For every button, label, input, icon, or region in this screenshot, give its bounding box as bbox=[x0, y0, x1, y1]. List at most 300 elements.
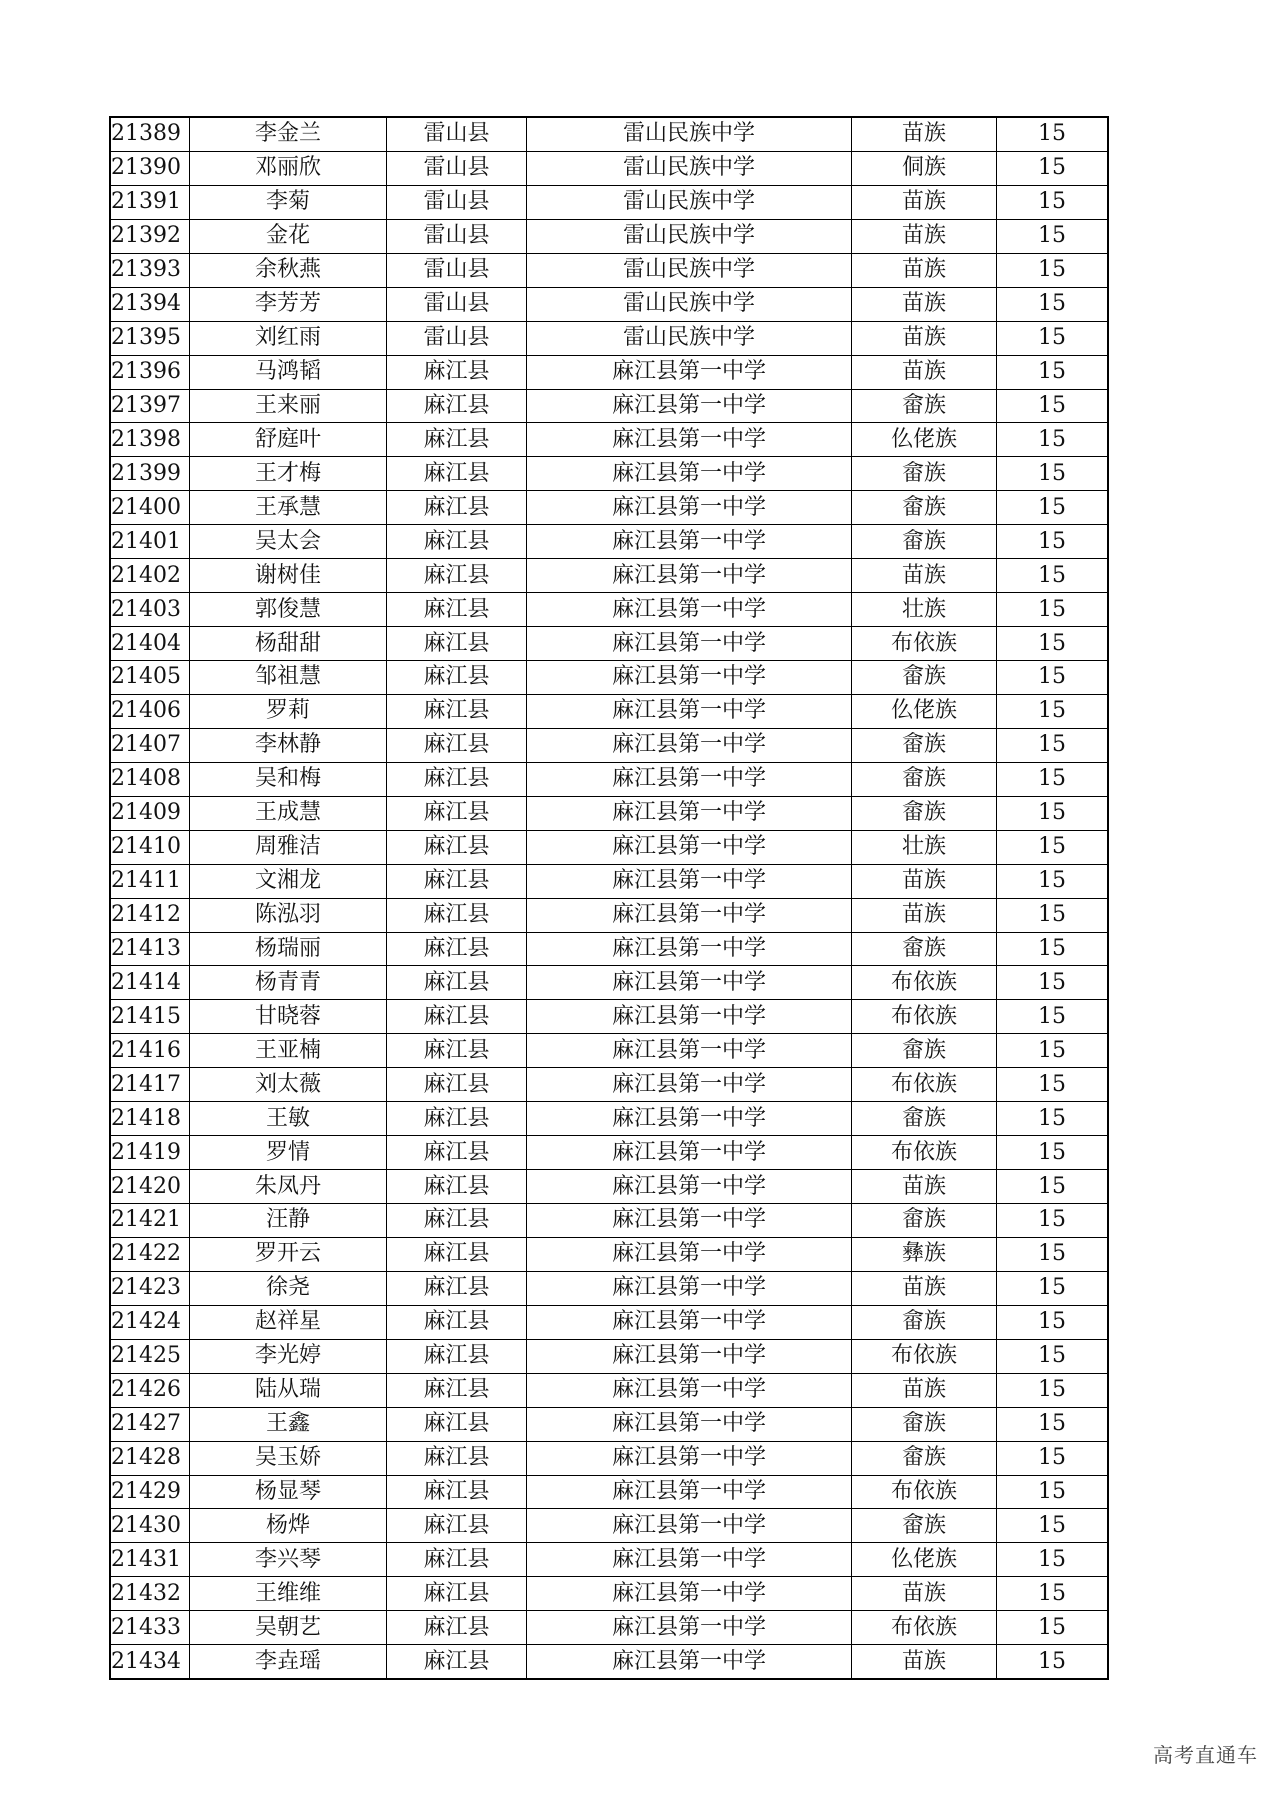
cell-id: 21429 bbox=[110, 1475, 190, 1509]
cell-school: 麻江县第一中学 bbox=[527, 1034, 852, 1068]
cell-school: 麻江县第一中学 bbox=[527, 1373, 852, 1407]
cell-county: 麻江县 bbox=[387, 1645, 527, 1679]
cell-name: 陆从瑞 bbox=[190, 1373, 387, 1407]
cell-school: 雷山民族中学 bbox=[527, 287, 852, 321]
cell-score: 15 bbox=[997, 1645, 1109, 1679]
cell-name: 邓丽欣 bbox=[190, 151, 387, 185]
cell-id: 21426 bbox=[110, 1373, 190, 1407]
cell-school: 麻江县第一中学 bbox=[527, 1068, 852, 1102]
cell-school: 麻江县第一中学 bbox=[527, 1136, 852, 1170]
table-row bbox=[110, 219, 1108, 253]
cell-county: 麻江县 bbox=[387, 627, 527, 661]
cell-county: 麻江县 bbox=[387, 932, 527, 966]
cell-id: 21432 bbox=[110, 1577, 190, 1611]
table-row bbox=[110, 1271, 1108, 1305]
cell-ethnicity: 壮族 bbox=[852, 593, 997, 627]
cell-score: 15 bbox=[997, 287, 1109, 321]
cell-ethnicity: 布依族 bbox=[852, 1136, 997, 1170]
cell-ethnicity: 苗族 bbox=[852, 185, 997, 219]
cell-id: 21399 bbox=[110, 457, 190, 491]
cell-school: 麻江县第一中学 bbox=[527, 1339, 852, 1373]
cell-score: 15 bbox=[997, 796, 1109, 830]
cell-county: 麻江县 bbox=[387, 1577, 527, 1611]
cell-school: 麻江县第一中学 bbox=[527, 966, 852, 1000]
cell-name: 王鑫 bbox=[190, 1407, 387, 1441]
cell-county: 麻江县 bbox=[387, 1509, 527, 1543]
cell-name: 舒庭叶 bbox=[190, 423, 387, 457]
cell-county: 麻江县 bbox=[387, 355, 527, 389]
cell-school: 麻江县第一中学 bbox=[527, 830, 852, 864]
cell-score: 15 bbox=[997, 355, 1109, 389]
cell-id: 21393 bbox=[110, 253, 190, 287]
cell-id: 21420 bbox=[110, 1170, 190, 1204]
table-row bbox=[110, 1000, 1108, 1034]
cell-school: 麻江县第一中学 bbox=[527, 1271, 852, 1305]
cell-county: 麻江县 bbox=[387, 1611, 527, 1645]
table-row bbox=[110, 762, 1108, 796]
cell-id: 21416 bbox=[110, 1034, 190, 1068]
cell-ethnicity: 苗族 bbox=[852, 117, 997, 151]
table-row bbox=[110, 1475, 1108, 1509]
table-row bbox=[110, 1136, 1108, 1170]
cell-county: 麻江县 bbox=[387, 898, 527, 932]
cell-score: 15 bbox=[997, 1305, 1109, 1339]
cell-ethnicity: 苗族 bbox=[852, 559, 997, 593]
cell-score: 15 bbox=[997, 627, 1109, 661]
cell-school: 麻江县第一中学 bbox=[527, 728, 852, 762]
cell-score: 15 bbox=[997, 1136, 1109, 1170]
cell-score: 15 bbox=[997, 1068, 1109, 1102]
cell-id: 21397 bbox=[110, 389, 190, 423]
cell-id: 21417 bbox=[110, 1068, 190, 1102]
cell-county: 雷山县 bbox=[387, 185, 527, 219]
cell-county: 麻江县 bbox=[387, 661, 527, 695]
cell-ethnicity: 布依族 bbox=[852, 1475, 997, 1509]
cell-id: 21406 bbox=[110, 694, 190, 728]
cell-name: 李光婷 bbox=[190, 1339, 387, 1373]
cell-county: 麻江县 bbox=[387, 423, 527, 457]
cell-id: 21391 bbox=[110, 185, 190, 219]
cell-county: 麻江县 bbox=[387, 559, 527, 593]
cell-id: 21418 bbox=[110, 1102, 190, 1136]
cell-name: 徐尧 bbox=[190, 1271, 387, 1305]
cell-name: 吴朝艺 bbox=[190, 1611, 387, 1645]
table-row bbox=[110, 694, 1108, 728]
cell-school: 麻江县第一中学 bbox=[527, 796, 852, 830]
cell-ethnicity: 苗族 bbox=[852, 1577, 997, 1611]
cell-name: 杨青青 bbox=[190, 966, 387, 1000]
table-row bbox=[110, 525, 1108, 559]
cell-school: 雷山民族中学 bbox=[527, 185, 852, 219]
cell-school: 麻江县第一中学 bbox=[527, 1577, 852, 1611]
table-row bbox=[110, 1645, 1108, 1679]
cell-id: 21430 bbox=[110, 1509, 190, 1543]
cell-name: 杨甜甜 bbox=[190, 627, 387, 661]
cell-county: 麻江县 bbox=[387, 389, 527, 423]
cell-name: 金花 bbox=[190, 219, 387, 253]
cell-county: 麻江县 bbox=[387, 1543, 527, 1577]
cell-school: 雷山民族中学 bbox=[527, 117, 852, 151]
cell-score: 15 bbox=[997, 321, 1109, 355]
cell-school: 雷山民族中学 bbox=[527, 151, 852, 185]
table-row bbox=[110, 627, 1108, 661]
table-row bbox=[110, 932, 1108, 966]
cell-county: 麻江县 bbox=[387, 1204, 527, 1238]
cell-score: 15 bbox=[997, 185, 1109, 219]
cell-county: 雷山县 bbox=[387, 151, 527, 185]
cell-county: 麻江县 bbox=[387, 1407, 527, 1441]
cell-id: 21425 bbox=[110, 1339, 190, 1373]
cell-school: 麻江县第一中学 bbox=[527, 1407, 852, 1441]
cell-school: 雷山民族中学 bbox=[527, 321, 852, 355]
cell-school: 麻江县第一中学 bbox=[527, 423, 852, 457]
cell-ethnicity: 布依族 bbox=[852, 966, 997, 1000]
cell-score: 15 bbox=[997, 762, 1109, 796]
table-row bbox=[110, 864, 1108, 898]
cell-score: 15 bbox=[997, 1611, 1109, 1645]
cell-school: 麻江县第一中学 bbox=[527, 1475, 852, 1509]
table-row bbox=[110, 1543, 1108, 1577]
cell-ethnicity: 苗族 bbox=[852, 219, 997, 253]
cell-county: 麻江县 bbox=[387, 1000, 527, 1034]
cell-score: 15 bbox=[997, 525, 1109, 559]
cell-county: 麻江县 bbox=[387, 1475, 527, 1509]
cell-score: 15 bbox=[997, 661, 1109, 695]
cell-school: 麻江县第一中学 bbox=[527, 932, 852, 966]
table-row bbox=[110, 1339, 1108, 1373]
cell-id: 21423 bbox=[110, 1271, 190, 1305]
table-row bbox=[110, 830, 1108, 864]
cell-score: 15 bbox=[997, 1407, 1109, 1441]
table-row bbox=[110, 389, 1108, 423]
cell-name: 郭俊慧 bbox=[190, 593, 387, 627]
cell-score: 15 bbox=[997, 117, 1109, 151]
cell-name: 文湘龙 bbox=[190, 864, 387, 898]
table-row bbox=[110, 1577, 1108, 1611]
cell-ethnicity: 畲族 bbox=[852, 491, 997, 525]
cell-name: 李垚瑶 bbox=[190, 1645, 387, 1679]
cell-id: 21413 bbox=[110, 932, 190, 966]
table-row bbox=[110, 253, 1108, 287]
table-row bbox=[110, 1611, 1108, 1645]
cell-ethnicity: 畲族 bbox=[852, 525, 997, 559]
cell-ethnicity: 布依族 bbox=[852, 1068, 997, 1102]
cell-county: 麻江县 bbox=[387, 1271, 527, 1305]
cell-school: 麻江县第一中学 bbox=[527, 525, 852, 559]
cell-name: 吴玉娇 bbox=[190, 1441, 387, 1475]
cell-county: 麻江县 bbox=[387, 1339, 527, 1373]
cell-school: 麻江县第一中学 bbox=[527, 355, 852, 389]
cell-county: 麻江县 bbox=[387, 966, 527, 1000]
roster-table-body bbox=[110, 117, 1108, 1679]
cell-score: 15 bbox=[997, 593, 1109, 627]
cell-ethnicity: 苗族 bbox=[852, 1645, 997, 1679]
cell-county: 麻江县 bbox=[387, 525, 527, 559]
cell-id: 21396 bbox=[110, 355, 190, 389]
table-row bbox=[110, 321, 1108, 355]
table-row bbox=[110, 1509, 1108, 1543]
cell-ethnicity: 畲族 bbox=[852, 1407, 997, 1441]
cell-county: 雷山县 bbox=[387, 117, 527, 151]
cell-ethnicity: 布依族 bbox=[852, 627, 997, 661]
cell-ethnicity: 畲族 bbox=[852, 1102, 997, 1136]
watermark-text: 高考直通车 bbox=[1153, 1743, 1258, 1767]
table-row bbox=[110, 966, 1108, 1000]
cell-school: 麻江县第一中学 bbox=[527, 457, 852, 491]
cell-ethnicity: 畲族 bbox=[852, 762, 997, 796]
cell-school: 麻江县第一中学 bbox=[527, 559, 852, 593]
cell-school: 麻江县第一中学 bbox=[527, 864, 852, 898]
cell-county: 麻江县 bbox=[387, 1237, 527, 1271]
cell-county: 麻江县 bbox=[387, 1136, 527, 1170]
cell-school: 麻江县第一中学 bbox=[527, 491, 852, 525]
cell-id: 21400 bbox=[110, 491, 190, 525]
cell-school: 麻江县第一中学 bbox=[527, 1102, 852, 1136]
cell-county: 麻江县 bbox=[387, 1068, 527, 1102]
cell-name: 王才梅 bbox=[190, 457, 387, 491]
cell-name: 刘红雨 bbox=[190, 321, 387, 355]
cell-id: 21405 bbox=[110, 661, 190, 695]
cell-name: 吴和梅 bbox=[190, 762, 387, 796]
cell-ethnicity: 仫佬族 bbox=[852, 423, 997, 457]
cell-name: 余秋燕 bbox=[190, 253, 387, 287]
cell-ethnicity: 苗族 bbox=[852, 1373, 997, 1407]
cell-id: 21421 bbox=[110, 1204, 190, 1238]
cell-score: 15 bbox=[997, 1271, 1109, 1305]
cell-id: 21419 bbox=[110, 1136, 190, 1170]
table-row bbox=[110, 559, 1108, 593]
cell-school: 麻江县第一中学 bbox=[527, 1170, 852, 1204]
table-row bbox=[110, 796, 1108, 830]
cell-score: 15 bbox=[997, 151, 1109, 185]
cell-ethnicity: 彝族 bbox=[852, 1237, 997, 1271]
cell-id: 21412 bbox=[110, 898, 190, 932]
cell-county: 麻江县 bbox=[387, 762, 527, 796]
cell-county: 麻江县 bbox=[387, 728, 527, 762]
cell-name: 吴太会 bbox=[190, 525, 387, 559]
cell-id: 21394 bbox=[110, 287, 190, 321]
cell-school: 雷山民族中学 bbox=[527, 219, 852, 253]
cell-score: 15 bbox=[997, 1339, 1109, 1373]
cell-school: 麻江县第一中学 bbox=[527, 1509, 852, 1543]
cell-ethnicity: 苗族 bbox=[852, 898, 997, 932]
table-row bbox=[110, 151, 1108, 185]
cell-ethnicity: 布依族 bbox=[852, 1611, 997, 1645]
cell-score: 15 bbox=[997, 1034, 1109, 1068]
cell-name: 李菊 bbox=[190, 185, 387, 219]
cell-school: 麻江县第一中学 bbox=[527, 1645, 852, 1679]
cell-id: 21415 bbox=[110, 1000, 190, 1034]
cell-name: 王敏 bbox=[190, 1102, 387, 1136]
table-row bbox=[110, 457, 1108, 491]
table-row bbox=[110, 661, 1108, 695]
cell-school: 麻江县第一中学 bbox=[527, 1305, 852, 1339]
cell-name: 汪静 bbox=[190, 1204, 387, 1238]
cell-name: 谢树佳 bbox=[190, 559, 387, 593]
cell-name: 王承慧 bbox=[190, 491, 387, 525]
cell-id: 21407 bbox=[110, 728, 190, 762]
cell-score: 15 bbox=[997, 898, 1109, 932]
cell-id: 21434 bbox=[110, 1645, 190, 1679]
table-row bbox=[110, 593, 1108, 627]
cell-score: 15 bbox=[997, 1543, 1109, 1577]
cell-id: 21410 bbox=[110, 830, 190, 864]
cell-ethnicity: 布依族 bbox=[852, 1339, 997, 1373]
cell-school: 麻江县第一中学 bbox=[527, 1204, 852, 1238]
cell-ethnicity: 畲族 bbox=[852, 389, 997, 423]
cell-county: 麻江县 bbox=[387, 864, 527, 898]
table-row bbox=[110, 1068, 1108, 1102]
cell-county: 麻江县 bbox=[387, 796, 527, 830]
cell-name: 李金兰 bbox=[190, 117, 387, 151]
cell-score: 15 bbox=[997, 1577, 1109, 1611]
cell-ethnicity: 畲族 bbox=[852, 728, 997, 762]
roster-table-container bbox=[109, 116, 1102, 1680]
cell-id: 21422 bbox=[110, 1237, 190, 1271]
cell-score: 15 bbox=[997, 1102, 1109, 1136]
cell-score: 15 bbox=[997, 491, 1109, 525]
cell-ethnicity: 畲族 bbox=[852, 661, 997, 695]
cell-id: 21390 bbox=[110, 151, 190, 185]
table-row bbox=[110, 117, 1108, 151]
cell-ethnicity: 苗族 bbox=[852, 864, 997, 898]
cell-id: 21389 bbox=[110, 117, 190, 151]
cell-county: 麻江县 bbox=[387, 1441, 527, 1475]
cell-name: 杨显琴 bbox=[190, 1475, 387, 1509]
cell-ethnicity: 仫佬族 bbox=[852, 694, 997, 728]
table-row bbox=[110, 1407, 1108, 1441]
cell-name: 李林静 bbox=[190, 728, 387, 762]
cell-id: 21402 bbox=[110, 559, 190, 593]
cell-ethnicity: 苗族 bbox=[852, 1271, 997, 1305]
cell-ethnicity: 畲族 bbox=[852, 932, 997, 966]
cell-ethnicity: 畲族 bbox=[852, 1305, 997, 1339]
table-row bbox=[110, 898, 1108, 932]
cell-id: 21392 bbox=[110, 219, 190, 253]
cell-school: 麻江县第一中学 bbox=[527, 1000, 852, 1034]
cell-ethnicity: 畲族 bbox=[852, 1441, 997, 1475]
cell-school: 麻江县第一中学 bbox=[527, 898, 852, 932]
cell-county: 麻江县 bbox=[387, 491, 527, 525]
cell-score: 15 bbox=[997, 423, 1109, 457]
cell-score: 15 bbox=[997, 1000, 1109, 1034]
cell-county: 麻江县 bbox=[387, 1373, 527, 1407]
cell-county: 麻江县 bbox=[387, 593, 527, 627]
cell-ethnicity: 苗族 bbox=[852, 1170, 997, 1204]
table-row bbox=[110, 1102, 1108, 1136]
cell-id: 21414 bbox=[110, 966, 190, 1000]
table-row bbox=[110, 728, 1108, 762]
cell-name: 王亚楠 bbox=[190, 1034, 387, 1068]
cell-ethnicity: 壮族 bbox=[852, 830, 997, 864]
cell-score: 15 bbox=[997, 932, 1109, 966]
table-row bbox=[110, 1441, 1108, 1475]
cell-school: 麻江县第一中学 bbox=[527, 1441, 852, 1475]
cell-name: 李芳芳 bbox=[190, 287, 387, 321]
cell-id: 21401 bbox=[110, 525, 190, 559]
cell-score: 15 bbox=[997, 1373, 1109, 1407]
table-row bbox=[110, 1170, 1108, 1204]
cell-county: 麻江县 bbox=[387, 457, 527, 491]
table-row bbox=[110, 1237, 1108, 1271]
cell-name: 杨瑞丽 bbox=[190, 932, 387, 966]
cell-school: 麻江县第一中学 bbox=[527, 593, 852, 627]
cell-name: 邹祖慧 bbox=[190, 661, 387, 695]
cell-id: 21433 bbox=[110, 1611, 190, 1645]
cell-county: 麻江县 bbox=[387, 694, 527, 728]
table-row bbox=[110, 185, 1108, 219]
cell-school: 麻江县第一中学 bbox=[527, 389, 852, 423]
cell-name: 周雅洁 bbox=[190, 830, 387, 864]
cell-school: 麻江县第一中学 bbox=[527, 762, 852, 796]
cell-id: 21427 bbox=[110, 1407, 190, 1441]
cell-school: 麻江县第一中学 bbox=[527, 627, 852, 661]
cell-score: 15 bbox=[997, 1441, 1109, 1475]
cell-score: 15 bbox=[997, 1237, 1109, 1271]
cell-name: 罗莉 bbox=[190, 694, 387, 728]
cell-ethnicity: 畲族 bbox=[852, 1509, 997, 1543]
cell-county: 麻江县 bbox=[387, 1102, 527, 1136]
cell-county: 雷山县 bbox=[387, 321, 527, 355]
cell-score: 15 bbox=[997, 253, 1109, 287]
table-row bbox=[110, 1373, 1108, 1407]
cell-score: 15 bbox=[997, 864, 1109, 898]
cell-county: 麻江县 bbox=[387, 1034, 527, 1068]
table-row bbox=[110, 423, 1108, 457]
cell-score: 15 bbox=[997, 1475, 1109, 1509]
cell-id: 21409 bbox=[110, 796, 190, 830]
cell-id: 21424 bbox=[110, 1305, 190, 1339]
cell-score: 15 bbox=[997, 1204, 1109, 1238]
table-row bbox=[110, 491, 1108, 525]
cell-id: 21395 bbox=[110, 321, 190, 355]
cell-school: 麻江县第一中学 bbox=[527, 1237, 852, 1271]
cell-id: 21411 bbox=[110, 864, 190, 898]
cell-name: 朱凤丹 bbox=[190, 1170, 387, 1204]
cell-id: 21398 bbox=[110, 423, 190, 457]
cell-county: 麻江县 bbox=[387, 1170, 527, 1204]
cell-score: 15 bbox=[997, 830, 1109, 864]
roster-table bbox=[109, 116, 1109, 1680]
cell-score: 15 bbox=[997, 457, 1109, 491]
cell-id: 21408 bbox=[110, 762, 190, 796]
cell-id: 21428 bbox=[110, 1441, 190, 1475]
cell-ethnicity: 侗族 bbox=[852, 151, 997, 185]
cell-name: 杨烨 bbox=[190, 1509, 387, 1543]
cell-name: 王成慧 bbox=[190, 796, 387, 830]
cell-county: 雷山县 bbox=[387, 253, 527, 287]
cell-school: 麻江县第一中学 bbox=[527, 1611, 852, 1645]
cell-score: 15 bbox=[997, 1170, 1109, 1204]
cell-county: 雷山县 bbox=[387, 287, 527, 321]
cell-score: 15 bbox=[997, 728, 1109, 762]
cell-name: 赵祥星 bbox=[190, 1305, 387, 1339]
cell-school: 麻江县第一中学 bbox=[527, 694, 852, 728]
cell-score: 15 bbox=[997, 1509, 1109, 1543]
cell-name: 罗开云 bbox=[190, 1237, 387, 1271]
cell-name: 王维维 bbox=[190, 1577, 387, 1611]
cell-county: 雷山县 bbox=[387, 219, 527, 253]
cell-ethnicity: 苗族 bbox=[852, 355, 997, 389]
cell-name: 李兴琴 bbox=[190, 1543, 387, 1577]
cell-ethnicity: 苗族 bbox=[852, 321, 997, 355]
cell-id: 21403 bbox=[110, 593, 190, 627]
cell-id: 21404 bbox=[110, 627, 190, 661]
table-row bbox=[110, 355, 1108, 389]
table-row bbox=[110, 1034, 1108, 1068]
cell-ethnicity: 畲族 bbox=[852, 1034, 997, 1068]
cell-name: 罗情 bbox=[190, 1136, 387, 1170]
